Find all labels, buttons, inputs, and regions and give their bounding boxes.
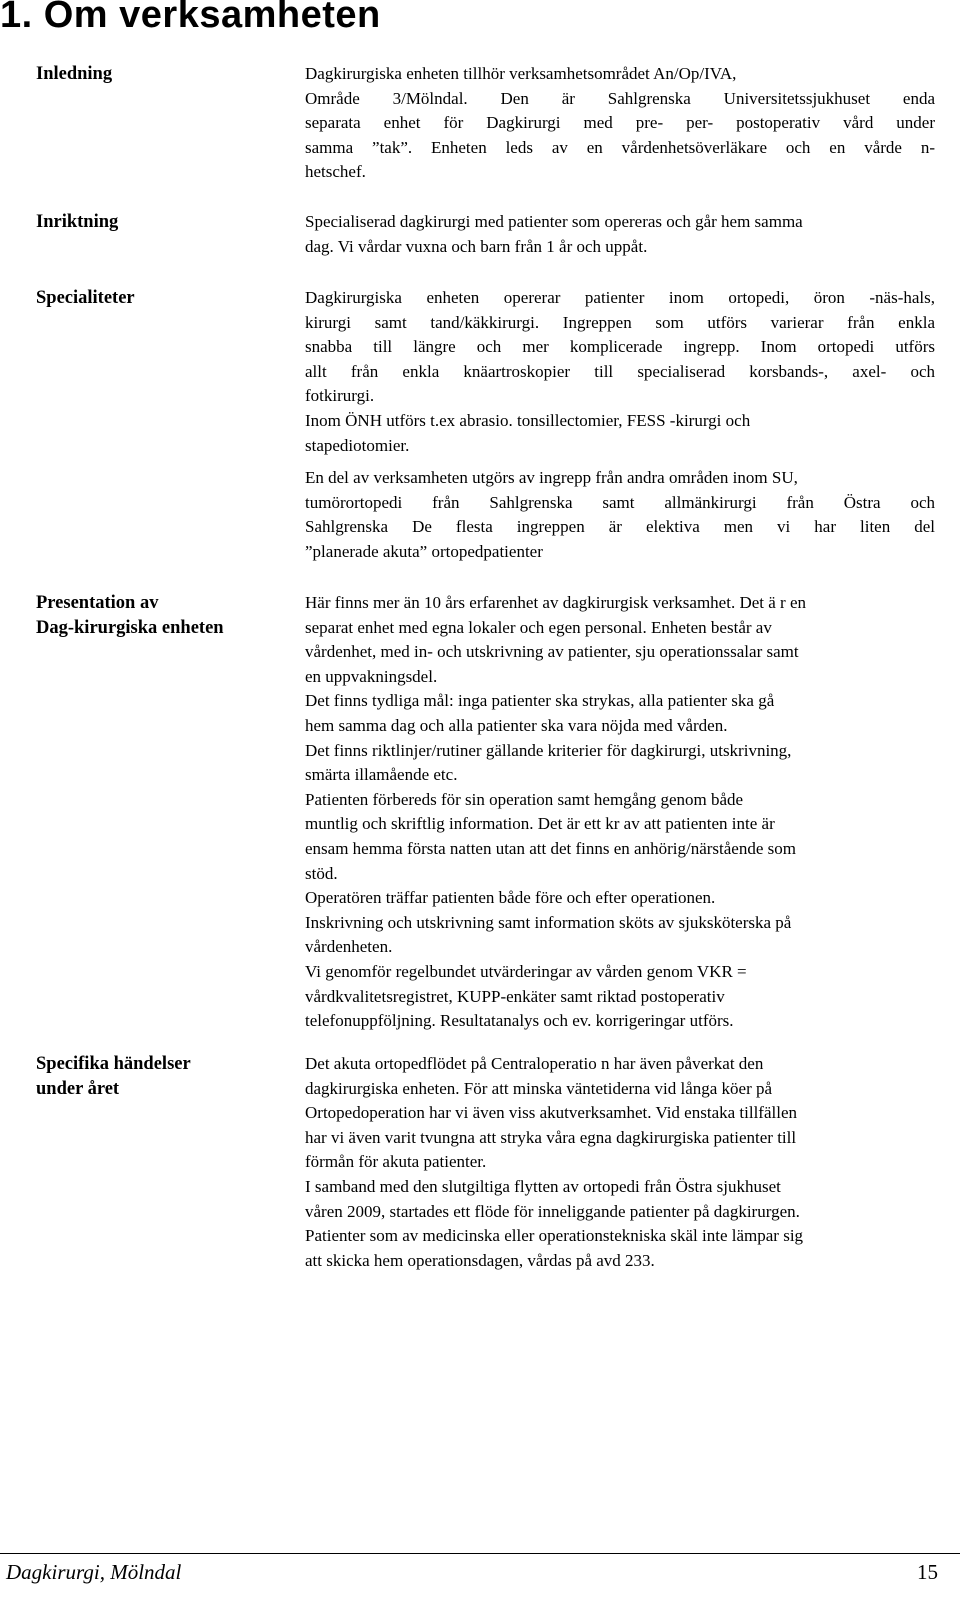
section-title-line: Specifika händelser xyxy=(36,1054,191,1074)
text-line: Ortopedoperation har vi även viss akutverksamhet. Vid enstaka tillfällen xyxy=(305,1103,797,1123)
section-title-specifika-handelser xyxy=(36,1052,272,1102)
text-line: hem samma dag och alla patienter ska vara nöjda med vården. xyxy=(305,715,728,735)
text-line: telefonuppföljning. Resultatanalys och ev. korrigeringar utförs. xyxy=(305,1011,734,1031)
text-line: en uppvakningsdel. xyxy=(305,666,438,686)
section-title-line: Presentation av xyxy=(36,593,159,613)
text-line: samma ”tak”. Enheten leds av en vårdenhetsöverläkare och en vårde n- xyxy=(305,137,935,157)
text-line: Operatören träffar patienten både före och efter operationen. xyxy=(305,888,716,908)
text-line: I samband med den slutgiltiga flytten av ortopedi från Östra sjukhuset xyxy=(305,1176,781,1196)
text-line: fotkirurgi. xyxy=(305,386,375,406)
text-line: vårdkvalitetsregistret, KUPP-enkäter samt riktad postoperativ xyxy=(305,986,725,1006)
text-line: separat enhet med egna lokaler och egen personal. Enheten består av xyxy=(305,617,772,637)
text-line: har vi även varit tvungna att stryka våra egna dagkirurgiska patienter till xyxy=(305,1127,797,1147)
paragraph-specialiteter xyxy=(305,286,935,458)
section-title-line: under året xyxy=(36,1079,120,1099)
text-line: smärta illamående etc. xyxy=(305,765,458,785)
text-line: hetschef. xyxy=(305,162,366,182)
text-line: vårdenhet, med in- och utskrivning av patienter, sju operationssalar samt xyxy=(305,642,799,662)
paragraph-other-areas xyxy=(305,466,935,564)
paragraph-inriktning xyxy=(305,210,935,259)
footer-title: Dagkirurgi, Mölndal xyxy=(6,1560,182,1584)
page-number: 15 xyxy=(917,1560,938,1584)
section-title-inledning xyxy=(36,62,272,87)
text-line: Här finns mer än 10 års erfarenhet av dagkirurgisk verksamhet. Det ä r en xyxy=(305,593,806,612)
section-title-line: Dag-kirurgiska enheten xyxy=(36,618,224,638)
section-title-line: Inriktning xyxy=(36,212,119,232)
text-line: stapediotomier. xyxy=(305,435,410,455)
footer-divider xyxy=(0,1553,960,1554)
text-line: Det finns tydliga mål: inga patienter ska strykas, alla patienter ska gå xyxy=(305,691,775,711)
text-line: Det finns riktlinjer/rutiner gällande kriterier för dagkirurgi, utskrivning, xyxy=(305,740,792,760)
section-title-specialiteter xyxy=(36,286,272,311)
text-line: ensam hemma första natten utan att det finns en anhörig/närstående som xyxy=(305,838,796,858)
text-line: Dagkirurgiska enheten opererar patienter inom ortopedi, öron -näs-hals, xyxy=(305,288,935,307)
text-line: dag. Vi vårdar vuxna och barn från 1 år och uppåt. xyxy=(305,236,648,256)
text-line: vårdenheten. xyxy=(305,937,393,957)
text-line: Inskrivning och utskrivning samt information sköts av sjuksköterska på xyxy=(305,912,792,932)
text-line: snabba till längre och mer komplicerade ingrepp. Inom ortopedi utförs xyxy=(305,337,935,357)
text-line: förmån för akuta patienter. xyxy=(305,1152,487,1172)
paragraph-inledning xyxy=(305,62,935,185)
text-line: Patienter som av medicinska eller operationstekniska skäl inte lämpar sig xyxy=(305,1226,804,1246)
paragraph-presentation xyxy=(305,591,935,1034)
text-line: Specialiserad dagkirurgi med patienter som opereras och går hem samma xyxy=(305,212,803,231)
text-line: allt från enkla knäartroskopier till specialiserad korsbands-, axel- och xyxy=(305,361,935,381)
section-title-line: Specialiteter xyxy=(36,288,135,308)
text-line: Sahlgrenska De flesta ingreppen är elektiva men vi har liten del xyxy=(305,517,935,537)
text-line: Vi genomför regelbundet utvärderingar av vården genom VKR = xyxy=(305,961,747,981)
page-heading: 1. Om verksamheten xyxy=(0,0,381,36)
text-line: Inom ÖNH utförs t.ex abrasio. tonsillectomier, FESS -kirurgi och xyxy=(305,410,751,430)
text-line: Område 3/Mölndal. Den är Sahlgrenska Universitetssjukhuset enda xyxy=(305,88,935,108)
text-line: kirurgi samt tand/käkkirurgi. Ingreppen som utförs varierar från enkla xyxy=(305,312,935,332)
text-line: Patienten förbereds för sin operation samt hemgång genom både xyxy=(305,789,744,809)
text-line: tumörortopedi från Sahlgrenska samt allmänkirurgi från Östra och xyxy=(305,492,935,512)
section-title-line: Inledning xyxy=(36,64,113,84)
text-line: muntlig och skriftlig information. Det är ett kr av att patienten inte är xyxy=(305,814,775,834)
paragraph-specifika-handelser xyxy=(305,1052,935,1273)
section-title-inriktning xyxy=(36,210,272,235)
text-line: dagkirurgiska enheten. För att minska väntetiderna vid långa köer på xyxy=(305,1078,773,1098)
text-line: stöd. xyxy=(305,863,338,883)
text-line: En del av verksamheten utgörs av ingrepp från andra områden inom SU, xyxy=(305,468,798,487)
text-line: ”planerade akuta” ortopedpatienter xyxy=(305,541,543,561)
text-line: att skicka hem operationsdagen, vårdas på avd 233. xyxy=(305,1250,655,1270)
section-title-presentation xyxy=(36,591,272,641)
text-line: separata enhet för Dagkirurgi med pre- per- postoperativ vård under xyxy=(305,113,935,133)
text-line: Det akuta ortopedflödet på Centraloperatio n har även påverkat den xyxy=(305,1054,764,1073)
text-line: våren 2009, startades ett flöde för inneliggande patienter på dagkirurgen. xyxy=(305,1201,800,1221)
text-line: Dagkirurgiska enheten tillhör verksamhetsområdet An/Op/IVA, xyxy=(305,64,737,83)
